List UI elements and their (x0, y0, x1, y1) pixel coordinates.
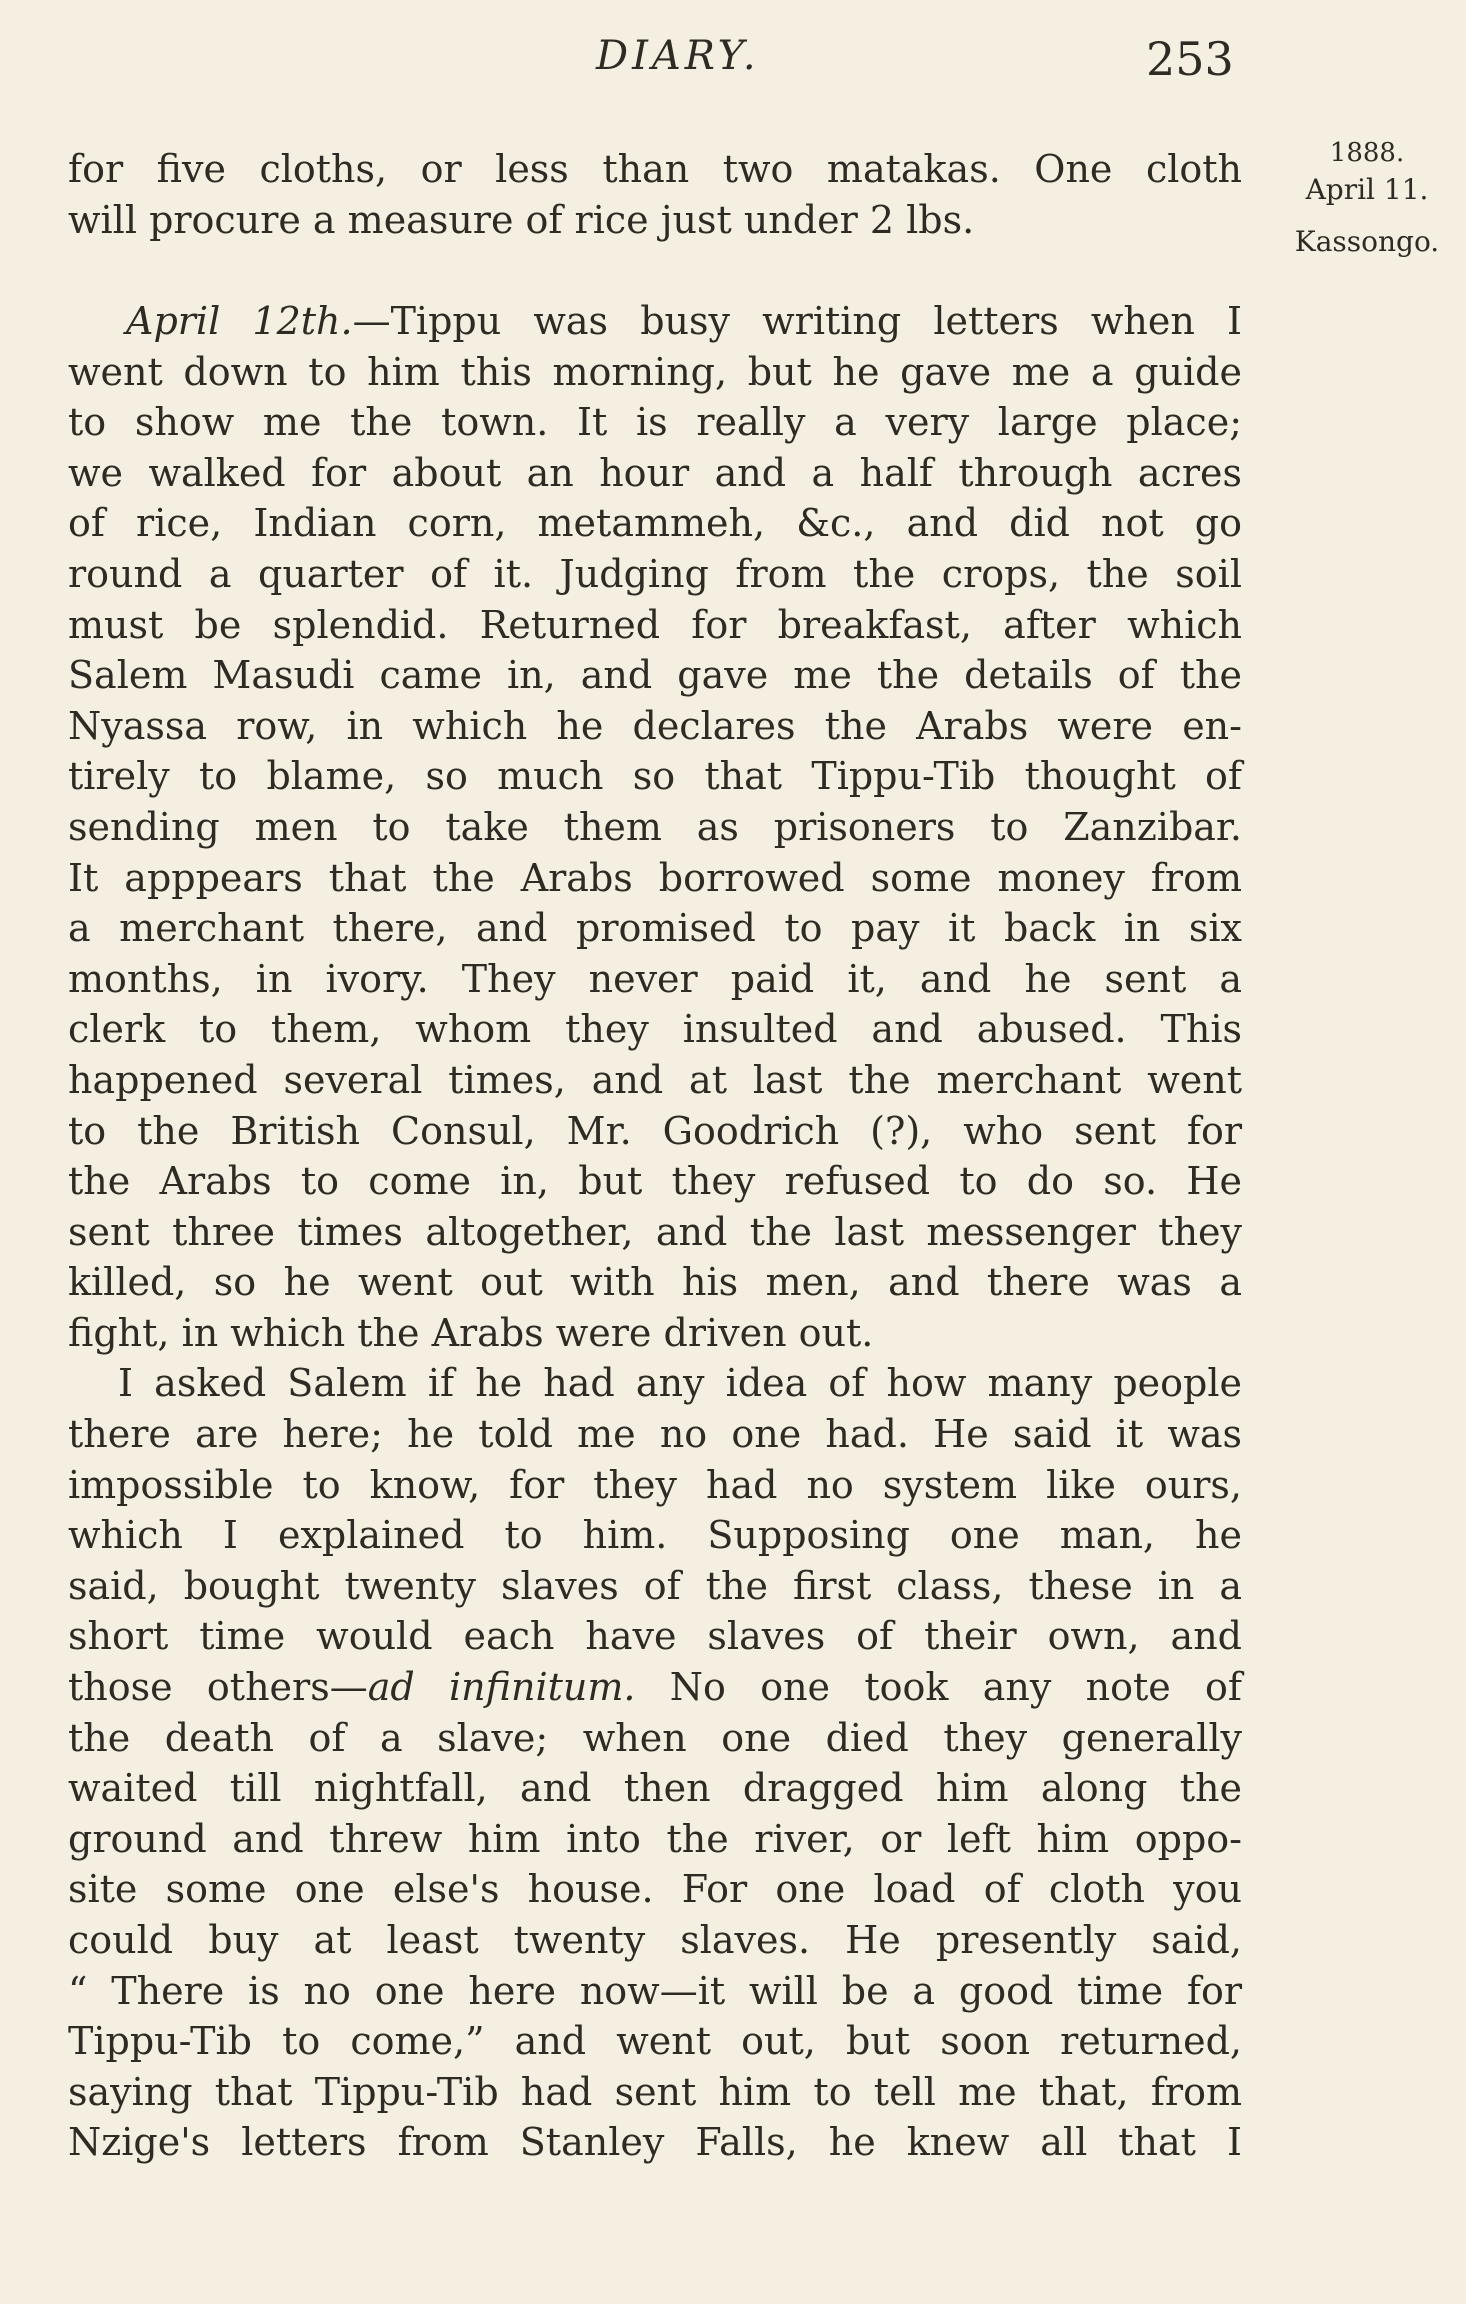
text-line (68, 1662, 1242, 1713)
text-line: site some one else's house. For one load of cloth you (68, 1867, 1242, 1912)
text-line: “ There is no one here now—it will be a good time for (68, 1968, 1242, 2013)
text-line: for five cloths, or less than two matakas. One cloth (68, 147, 1242, 191)
text-line: impossible to know, for they had no system like ours, (68, 1462, 1242, 1507)
entry-date: April 12th. (126, 299, 353, 343)
text-line: round a quarter of it. Judging from the crops, the soil (68, 551, 1242, 596)
text-line: the death of a slave; when one died they generally (68, 1715, 1242, 1760)
text-line: Nyassa row, in which he declares the Arabs were en- (68, 703, 1242, 748)
text-line: will procure a measure of rice just under 2 lbs. (68, 197, 975, 242)
paragraph-continuation (68, 144, 1242, 245)
text-line: waited till nightfall, and then dragged him along the (68, 1766, 1242, 1811)
text-line: short time would each have slaves of their own, and (68, 1614, 1242, 1659)
text-line: a merchant there, and promised to pay it back in six (68, 906, 1242, 951)
text-line: the Arabs to come in, but they refused to do so. He (68, 1159, 1242, 1204)
text-line: saying that Tippu-Tib had sent him to tell me that, from (68, 2069, 1242, 2114)
text-segment: those others— (68, 1665, 368, 1710)
text-line (68, 296, 1242, 347)
text-line: went down to him this morning, but he gave me a guide (68, 349, 1242, 394)
text-segment: No one took any note of (635, 1665, 1242, 1710)
text-line: must be splendid. Returned for breakfast, after which (68, 602, 1242, 647)
entry-text: —Tippu was busy writing letters when I (352, 299, 1242, 343)
running-title: DIARY. (596, 33, 760, 79)
latin-phrase: ad infinitum. (367, 1665, 636, 1710)
text-line: could buy at least twenty slaves. He presently said, (68, 1918, 1242, 1962)
margin-note-date: April 11. (1305, 173, 1429, 206)
text-line: tirely to blame, so much so that Tippu-Tib thought of (68, 754, 1242, 799)
margin-note-year: 1888. (1329, 138, 1405, 168)
text-line: happened several times, and at last the merchant went (68, 1057, 1242, 1102)
text-line: clerk to them, whom they insulted and abused. This (68, 1007, 1242, 1052)
text-line: Tippu-Tib to come,” and went out, but soon returned, (68, 2019, 1242, 2064)
text-line: we walked for about an hour and a half through acres (68, 450, 1242, 495)
text-line: sending men to take them as prisoners to Zanzibar. (68, 804, 1242, 849)
text-line: which I explained to him. Supposing one man, he (68, 1513, 1242, 1558)
text-line: Salem Masudi came in, and gave me the details of the (68, 653, 1242, 698)
text-line: to the British Consul, Mr. Goodrich (?), who sent for (68, 1108, 1242, 1153)
text-line: ground and threw him into the river, or left him oppo- (68, 1816, 1242, 1861)
paragraph-april-12 (68, 296, 1242, 2168)
text-line: to show me the town. It is really a very large place; (68, 400, 1242, 445)
margin-note-place: Kassongo. (1294, 225, 1440, 258)
text-line: of rice, Indian corn, metammeh, &c., and did not go (68, 501, 1242, 546)
page-number: 253 (1146, 32, 1234, 86)
text-line: I asked Salem if he had any idea of how many people (118, 1361, 1242, 1406)
text-line: sent three times altogether, and the last messenger they (68, 1209, 1242, 1254)
text-line: fight, in which the Arabs were driven out. (68, 1310, 874, 1355)
text-line: Nzige's letters from Stanley Falls, he knew all that I (68, 2120, 1242, 2165)
text-line: there are here; he told me no one had. He said it was (68, 1412, 1242, 1457)
text-line: months, in ivory. They never paid it, and he sent a (68, 956, 1242, 1001)
text-line: It apppears that the Arabs borrowed some money from (68, 855, 1242, 900)
text-line: killed, so he went out with his men, and there was a (68, 1260, 1242, 1305)
text-line: said, bought twenty slaves of the first class, these in a (68, 1563, 1242, 1608)
